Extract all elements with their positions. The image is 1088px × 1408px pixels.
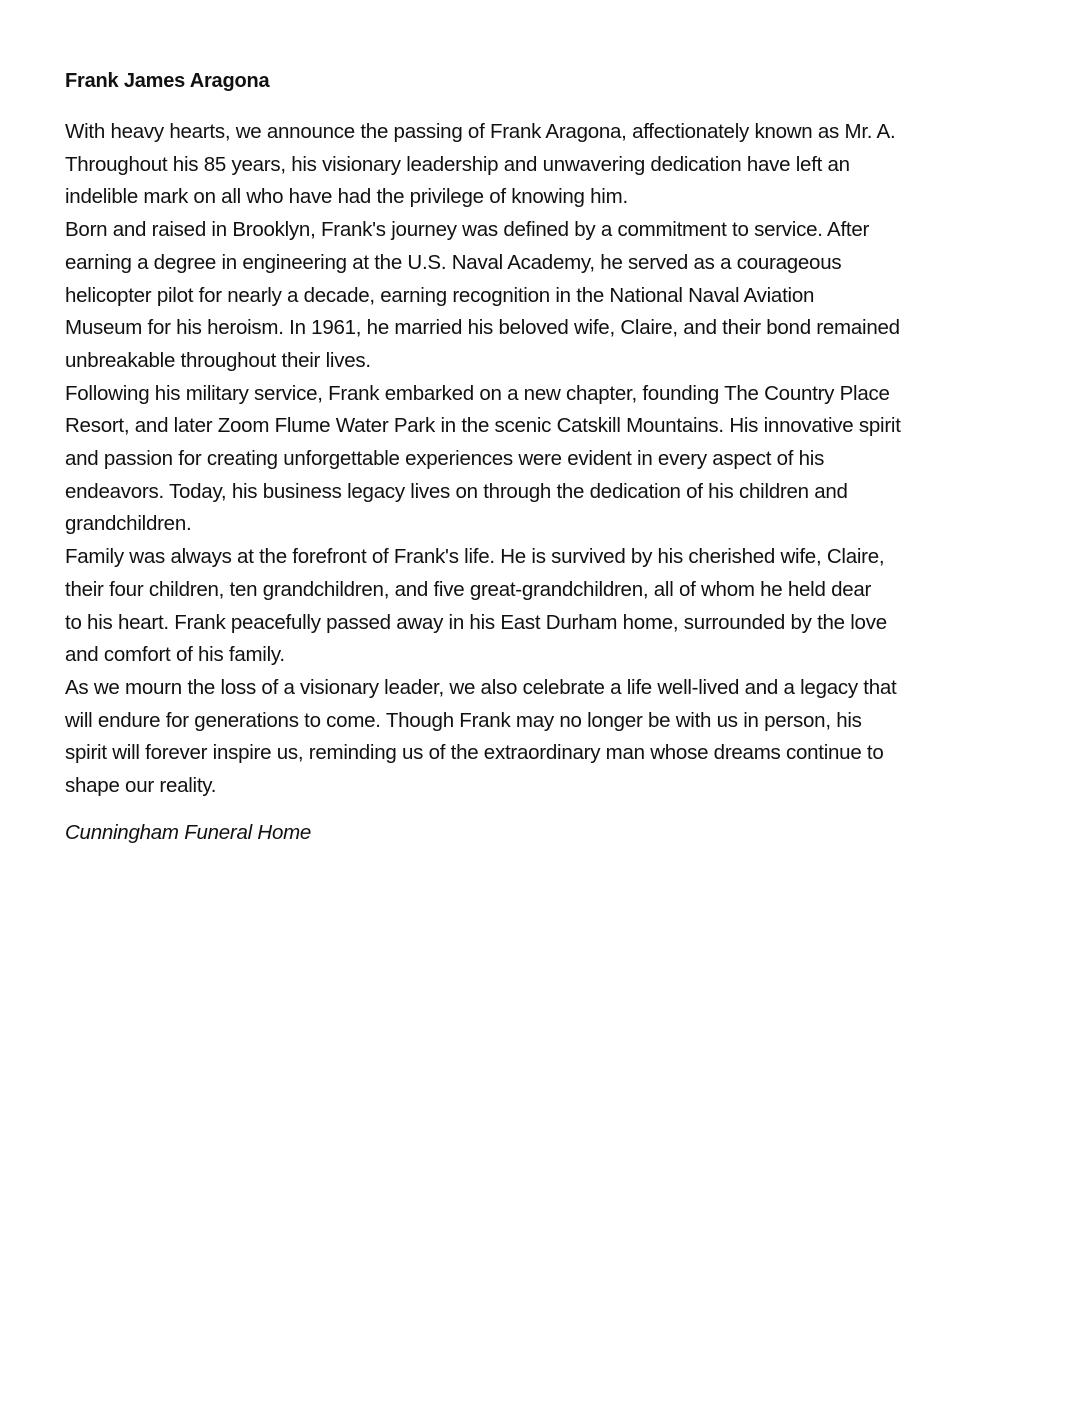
text-line: Born and raised in Brooklyn, Frank's journey was defined by a commitment to service. After (65, 218, 870, 242)
text-line: grandchildren. (65, 512, 192, 536)
text-line: and passion for creating unforgettable experiences were evident in every aspect of his (65, 447, 825, 471)
text-line: shape our reality. (65, 774, 217, 798)
text-line: their four children, ten grandchildren, and five great-grandchildren, all of whom he held dear (65, 577, 872, 601)
text-line: Throughout his 85 years, his visionary leadership and unwavering dedication have left an (65, 152, 850, 176)
text-line: Family was always at the forefront of Frank's life. He is survived by his cherished wife, Claire, (65, 545, 885, 569)
paragraph-announcement (65, 116, 1055, 214)
paragraph-career (65, 378, 1055, 542)
text-line: indelible mark on all who have had the privilege of knowing him. (65, 185, 628, 209)
obituary-document (65, 66, 1055, 849)
text-line: and comfort of his family. (65, 643, 285, 667)
text-line: helicopter pilot for nearly a decade, earning recognition in the National Naval Aviation (65, 283, 815, 307)
text-line: earning a degree in engineering at the U.S. Naval Academy, he served as a courageous (65, 250, 842, 274)
text-line: With heavy hearts, we announce the passing of Frank Aragona, affectionately known as Mr. A. (65, 120, 896, 143)
text-line: Museum for his heroism. In 1961, he married his beloved wife, Claire, and their bond remained (65, 316, 900, 340)
text-line: spirit will forever inspire us, reminding us of the extraordinary man whose dreams continue to (65, 741, 884, 765)
paragraph-legacy (65, 672, 1055, 803)
text-line: endeavors. Today, his business legacy lives on through the dedication of his children and (65, 479, 848, 503)
document-title: Frank James Aragona (65, 70, 270, 92)
paragraph-early-life (65, 214, 1055, 378)
text-line: to his heart. Frank peacefully passed away in his East Durham home, surrounded by the love (65, 610, 887, 634)
text-line: will endure for generations to come. Though Frank may no longer be with us in person, his (65, 708, 862, 732)
text-line: unbreakable throughout their lives. (65, 348, 371, 372)
text-line: As we mourn the loss of a visionary leader, we also celebrate a life well-lived and a legacy that (65, 675, 897, 699)
text-line: Resort, and later Zoom Flume Water Park in the scenic Catskill Mountains. His innovative spirit (65, 414, 901, 438)
paragraph-family (65, 541, 1055, 672)
text-line: Following his military service, Frank embarked on a new chapter, founding The Country Place (65, 381, 890, 405)
funeral-home-signature: Cunningham Funeral Home (65, 820, 312, 844)
